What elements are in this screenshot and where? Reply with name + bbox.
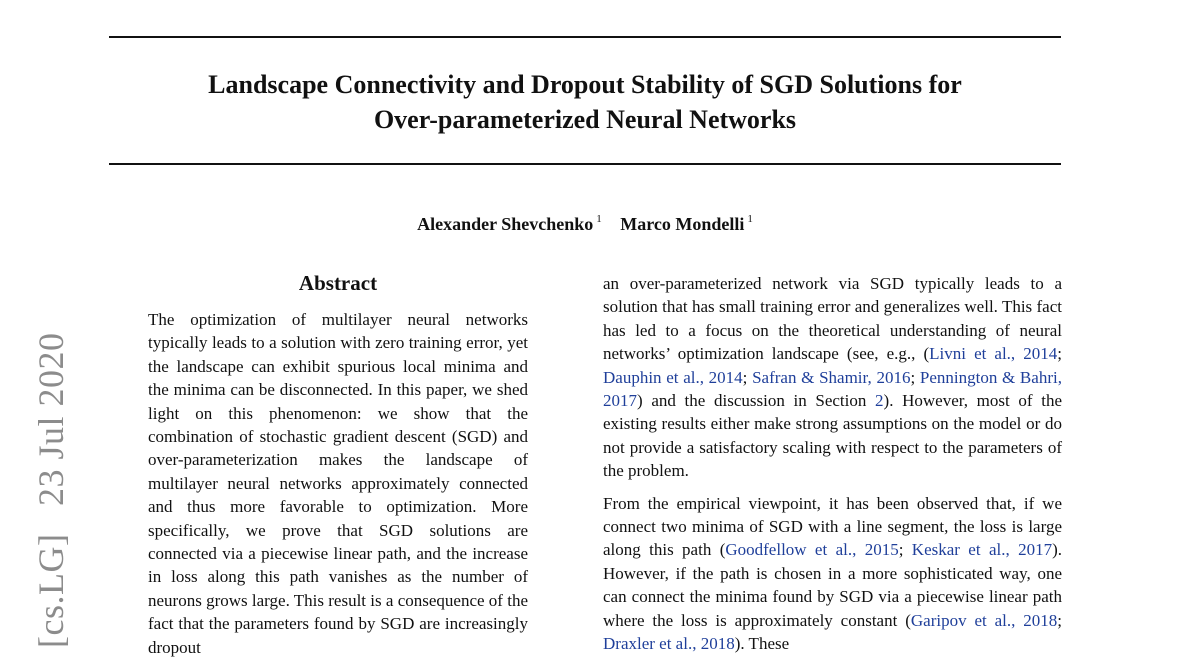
author-name: Marco Mondelli (620, 214, 745, 234)
introduction-column (603, 272, 1062, 656)
citation-separator: ; (742, 367, 753, 387)
citation-link[interactable]: Garipov et al., 2018 (910, 610, 1058, 630)
abstract-heading: Abstract (298, 271, 378, 295)
arxiv-stamp-text (31, 332, 71, 648)
citation-separator: ; (898, 540, 912, 560)
paper-title-line-1: Landscape Connectivity and Dropout Stability of SGD Solutions for (208, 70, 962, 99)
intro-text: ). These (734, 634, 790, 654)
citation-link[interactable]: Dauphin et al., 2014 (603, 367, 743, 387)
intro-text: ). However, most of the existing results either make strong assumptions on the model or do not provide a satisfactory scaling with respect to the parameters of the problem. (603, 391, 1062, 481)
citation-separator: ; (910, 367, 920, 387)
author-affiliation: 1 (596, 213, 602, 225)
intro-text: From the empirical viewpoint, it has been observed that, if we connect two minima of SGD with a line segment, the loss is large along this path ( (603, 493, 1062, 560)
section-reference-link[interactable]: 2 (875, 391, 884, 411)
arxiv-category: [cs.LG] (31, 533, 71, 648)
intro-text: ) and the discussion in Section (637, 391, 876, 411)
citation-link[interactable]: Livni et al., 2014 (929, 344, 1058, 364)
arxiv-stamp (31, 0, 71, 648)
author-list (109, 207, 1061, 236)
citation-link[interactable]: Pennington & Bahri, 2017 (603, 367, 1062, 411)
abstract-paragraph: The optimization of multilayer neural networks typically leads to a solution with zero training error, yet the landscape can exhibit spurious local minima and the minima can be disconnected. In this paper, we shed light on this phenomenon: we show that the combination of stochastic gradient descent (SGD) and over-parameterization makes the landscape of multilayer neural networks approximately connected and thus more favorable to optimization. More specifically, we prove that SGD solutions are connected via a piecewise linear path, and the increase in loss along this path vanishes as the number of neurons grows large. This result is a consequence of the fact that the parameters found by SGD are increasingly dropout (148, 310, 528, 657)
citation-separator: ; (1057, 610, 1062, 630)
author-affiliation: 1 (747, 213, 753, 225)
paper-title (109, 67, 1061, 137)
citation-link[interactable]: Keskar et al., 2017 (911, 540, 1053, 560)
abstract-body (148, 308, 528, 659)
intro-paragraph-2 (603, 492, 1062, 656)
citation-separator: ; (1057, 344, 1062, 364)
title-top-rule (109, 36, 1061, 38)
author (620, 214, 753, 234)
citation-link[interactable]: Safran & Shamir, 2016 (752, 367, 911, 387)
paper-title-line-2: Over-parameterized Neural Networks (373, 105, 797, 134)
intro-text: ). However, if the path is chosen in a more sophisticated way, one can connect the minima found by SGD via a piecewise linear path where the loss is approximately constant ( (603, 540, 1062, 630)
citation-link[interactable]: Goodfellow et al., 2015 (725, 540, 899, 560)
title-bottom-rule (109, 163, 1061, 165)
arxiv-date: 23 Jul 2020 (31, 332, 71, 507)
author-name: Alexander Shevchenko (417, 214, 594, 234)
citation-link[interactable]: Draxler et al., 2018 (603, 634, 735, 654)
author (417, 214, 602, 234)
intro-text: an over-parameterized network via SGD typically leads to a solution that has small training error and generalizes well. This fact has led to a focus on the theoretical understanding of neural networks’ optimization landscape (see, e.g., ( (603, 274, 1062, 364)
intro-paragraph-1 (603, 272, 1062, 483)
